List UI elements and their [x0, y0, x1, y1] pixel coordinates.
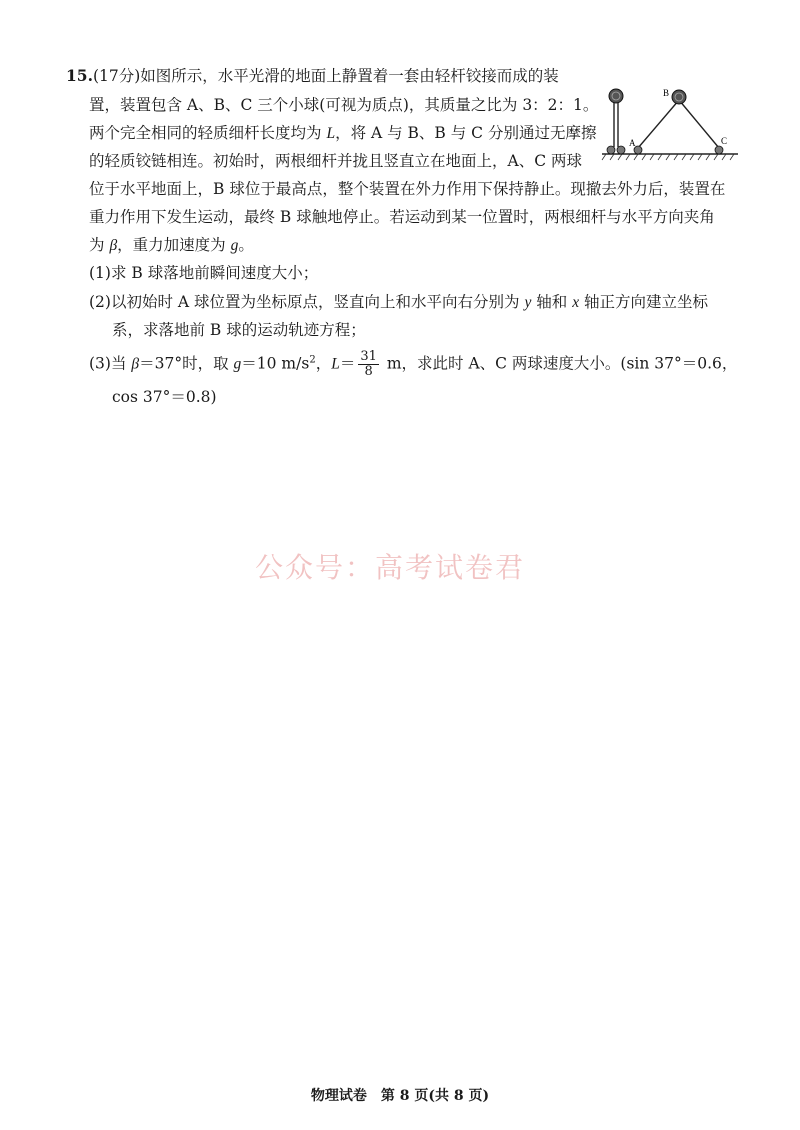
question-number: 15.: [66, 66, 93, 85]
question-line-7: 为 β，重力加速度为 g。: [89, 236, 254, 254]
subquestion-3-line-1: (3)当 β＝37°时，取 g＝10 $m/s^2$，L＝ $\frac{31}{8}$ m，求此时 A、C 两球速度大小。(sin 37°＝0.6，: [89, 349, 738, 379]
initial-vertical-rods: [607, 89, 625, 154]
label-a: A: [629, 138, 636, 148]
ball-b: [672, 90, 686, 104]
label-b: B: [663, 88, 670, 98]
apparatus-figure: [600, 84, 740, 166]
subquestion-3-line-2: cos 37°＝0.8): [112, 388, 217, 406]
ball-a-initial: [607, 146, 615, 154]
page-footer: 物理试卷 第 8 页(共 8 页): [310, 1088, 490, 1104]
question-line-4: 的轻质铰链相连。初始时，两根细杆并拢且竖直立在地面上，A、C 两球: [89, 152, 582, 170]
question-line-6: 重力作用下发生运动，最终 B 球触地停止。若运动到某一位置时，两根细杆与水平方向夹角: [89, 208, 715, 226]
subquestion-1: (1)求 B 球落地前瞬间速度大小；: [89, 264, 319, 282]
question-line-1: 15.(17分)如图所示，水平光滑的地面上静置着一套由轻杆铰接而成的装: [66, 66, 559, 85]
fraction-31-8: $\frac{31}{8}$: [360, 349, 377, 379]
ball-b-initial: [609, 89, 623, 103]
question-line-2: 置，装置包含 A、B、C 三个小球(可视为质点)，其质量之比为 3：2：1。: [89, 96, 599, 114]
label-c: C: [721, 136, 728, 146]
ball-c-initial: [617, 146, 625, 154]
ground: [602, 154, 738, 160]
angled-rods: [634, 90, 723, 154]
question-line-3: 两个完全相同的轻质细杆长度均为 L，将 A 与 B、B 与 C 分别通过无摩擦: [89, 124, 597, 142]
subquestion-2-line-2: 系，求落地前 B 球的运动轨迹方程；: [112, 321, 366, 339]
subquestion-2-line-1: (2)以初始时 A 球位置为坐标原点，竖直向上和水平向右分别为 y 轴和 x 轴正方向建立坐标: [89, 293, 709, 311]
watermark: 公众号：高考试卷君: [255, 551, 526, 584]
question-line-5: 位于水平地面上，B 球位于最高点，整个装置在外力作用下保持静止。现撤去外力后，装置在: [89, 180, 726, 198]
ball-c: [715, 146, 723, 154]
